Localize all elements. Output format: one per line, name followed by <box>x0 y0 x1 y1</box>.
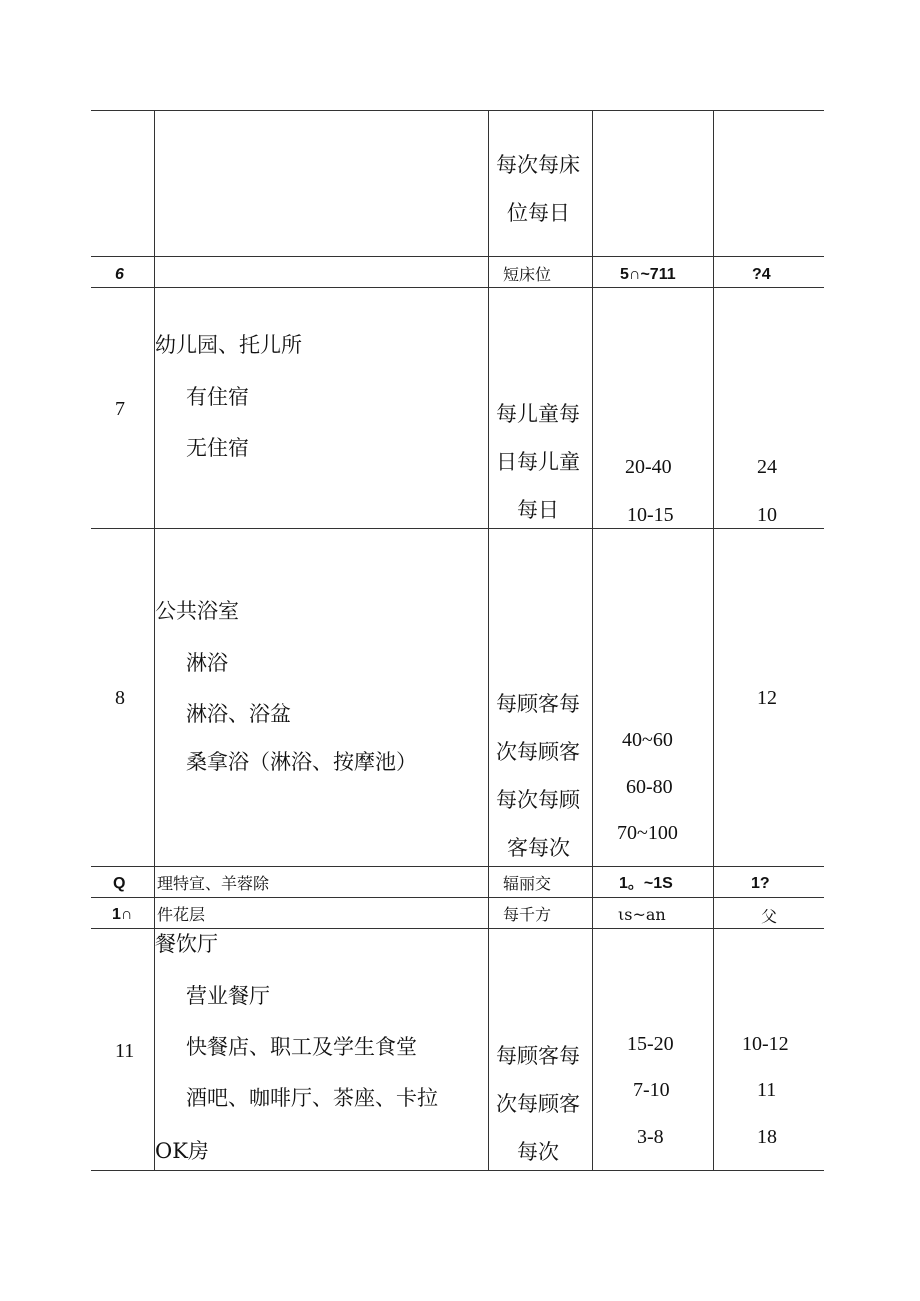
table-top-border <box>91 110 824 111</box>
column-divider <box>488 110 489 1171</box>
unit-cell-line: 每次每床 <box>496 153 580 177</box>
table-bottom-border <box>91 1170 824 1171</box>
unit-cell-line: 每日 <box>517 498 559 522</box>
unit-cell-line: 客每次 <box>507 836 570 860</box>
facility-sub-item: 淋浴 <box>186 651 228 675</box>
row-divider <box>91 528 824 529</box>
unit-cell-line: 位每日 <box>507 201 570 225</box>
unit-cell-line: 每顾客每 <box>496 1044 580 1068</box>
facility-sub-item: 营业餐厅 <box>186 984 270 1008</box>
column-divider <box>713 110 714 1171</box>
facility-sub-item: 快餐店、职工及学生食堂 <box>186 1035 417 1059</box>
unit-cell-line: 每儿童每 <box>496 402 580 426</box>
facility-sub-item: 桑拿浴（淋浴、按摩池） <box>186 750 417 774</box>
unit-cell: 短床位 <box>503 265 552 284</box>
hours-cell: 1? <box>751 875 770 892</box>
row-number: Q <box>113 875 126 892</box>
row-number: 8 <box>115 687 125 709</box>
hours-cell: 24 <box>757 456 777 478</box>
hours-cell: 10 <box>757 504 777 526</box>
facility-sub-item: 有住宿 <box>186 385 249 409</box>
quota-cell: 1。~1S <box>619 875 673 892</box>
row-divider <box>91 866 824 867</box>
hours-cell: 10-12 <box>742 1033 789 1055</box>
facility-sub-item: 无住宿 <box>186 436 249 460</box>
facility-name: 公共浴室 <box>155 599 239 623</box>
quota-cell: 40~60 <box>622 729 673 751</box>
quota-cell: 70~100 <box>617 822 678 844</box>
hours-cell: 12 <box>757 687 777 709</box>
quota-cell: 15-20 <box>627 1033 674 1055</box>
unit-cell-line: 每次 <box>517 1140 559 1164</box>
row-divider <box>91 287 824 288</box>
facility-sub-item: 酒吧、咖啡厅、茶座、卡拉 <box>186 1086 438 1110</box>
quota-cell: 20-40 <box>625 456 672 478</box>
facility-name: 幼儿园、托儿所 <box>155 333 302 357</box>
facility-name: 件花层 <box>157 905 206 924</box>
facility-sub-item-continued: OK房 <box>155 1139 209 1163</box>
unit-cell-line: 日每儿童 <box>496 450 580 474</box>
row-number: 1∩ <box>112 906 133 923</box>
quota-cell: 60-80 <box>626 776 673 798</box>
facility-name: 理特宣、羊蓉除 <box>157 874 270 893</box>
hours-cell: 18 <box>757 1126 777 1148</box>
facility-sub-item: 淋浴、浴盆 <box>186 702 291 726</box>
quota-cell: 3-8 <box>637 1126 664 1148</box>
hours-cell: 父 <box>761 907 778 926</box>
unit-cell: 每千方 <box>503 905 552 924</box>
unit-cell-line: 每顾客每 <box>496 692 580 716</box>
hours-cell: ?4 <box>752 266 771 283</box>
row-number: 6 <box>115 266 124 283</box>
unit-cell-line: 次每顾客 <box>496 740 580 764</box>
column-divider <box>592 110 593 1171</box>
quota-cell: 7-10 <box>633 1079 670 1101</box>
row-divider <box>91 897 824 898</box>
row-number: 11 <box>115 1040 135 1062</box>
unit-cell-line: 次每顾客 <box>496 1092 580 1116</box>
row-divider <box>91 256 824 257</box>
unit-cell-line: 每次每顾 <box>496 788 580 812</box>
row-divider <box>91 928 824 929</box>
quota-cell: 5∩~711 <box>620 266 676 283</box>
facility-name: 餐饮厅 <box>155 932 218 956</box>
quota-cell: 10-15 <box>627 504 674 526</box>
unit-cell: 辐丽交 <box>503 874 552 893</box>
column-divider <box>154 110 155 1171</box>
quota-cell: ιs~an <box>618 905 666 924</box>
row-number: 7 <box>115 398 125 420</box>
hours-cell: 11 <box>757 1079 777 1101</box>
